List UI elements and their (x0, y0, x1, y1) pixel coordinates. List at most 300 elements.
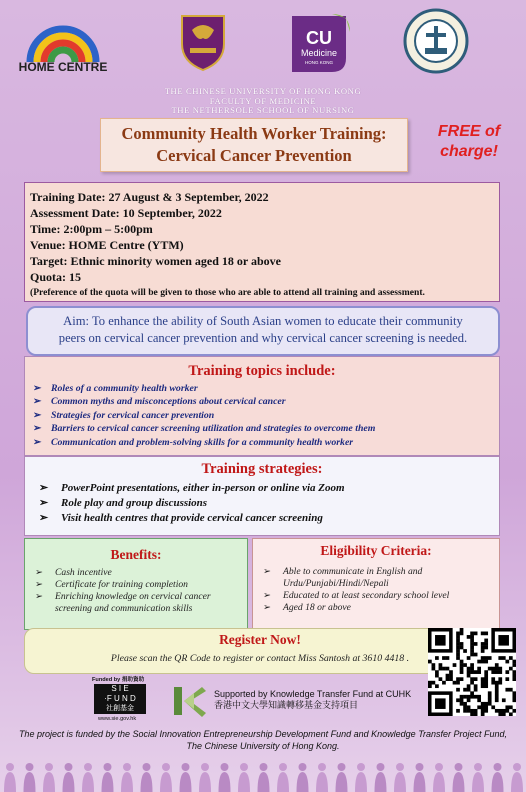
qr-module (484, 646, 488, 650)
eligibility-text: Able to communicate in English and Urdu/Punjabi/Hindi/Nepali (283, 566, 423, 589)
qr-module (502, 698, 506, 702)
funding-footer (0, 728, 526, 752)
people-silhouettes-decoration (0, 760, 526, 792)
benefits-list (25, 567, 247, 615)
person-silhouette-icon (316, 763, 328, 792)
qr-module (463, 663, 467, 667)
qr-module (470, 646, 474, 650)
qr-module (460, 646, 464, 650)
arrow-bullet-icon: ➢ (263, 566, 272, 577)
qr-module (449, 670, 453, 674)
qr-module (484, 684, 488, 688)
qr-module (470, 635, 474, 639)
list-item (25, 496, 499, 511)
person-silhouette-icon (511, 763, 523, 792)
person-silhouette-icon (453, 763, 465, 792)
list-item (25, 481, 499, 496)
qr-module (460, 660, 464, 664)
arrow-bullet-icon: ➢ (33, 423, 42, 435)
institution-lines (0, 87, 526, 116)
qr-module (481, 684, 485, 688)
qr-module (470, 709, 474, 713)
qr-module (463, 705, 467, 709)
qr-module (435, 656, 439, 660)
qr-module (512, 670, 516, 674)
list-item (253, 602, 499, 614)
qr-module (477, 660, 481, 664)
qr-module (460, 698, 464, 702)
qr-module (505, 677, 509, 681)
qr-module (474, 670, 478, 674)
eligibility-list (253, 566, 499, 614)
qr-module (477, 670, 481, 674)
strategy-text: Visit health centres that provide cervical cancer screening (61, 512, 323, 524)
qr-module (446, 674, 450, 678)
qr-module (488, 667, 492, 671)
qr-finder-pattern (498, 635, 509, 646)
qr-module (502, 656, 506, 660)
qr-module (477, 695, 481, 699)
list-item (253, 590, 499, 602)
person-silhouette-icon (433, 763, 445, 792)
qr-module (470, 632, 474, 636)
qr-module (502, 709, 506, 713)
list-item (25, 409, 499, 422)
nethersole-seal-icon (403, 8, 469, 74)
person-silhouette-icon (63, 763, 75, 792)
training-topics-list (25, 382, 499, 449)
qr-module (442, 681, 446, 685)
qr-module (460, 628, 464, 632)
qr-module (463, 709, 467, 713)
qr-module (474, 653, 478, 657)
qr-module (470, 670, 474, 674)
qr-module (467, 667, 471, 671)
qr-module (470, 642, 474, 646)
qr-module (446, 667, 450, 671)
qr-module (467, 635, 471, 639)
cuhk-crest-icon (178, 12, 228, 72)
qr-module (488, 656, 492, 660)
qr-module (460, 667, 464, 671)
qr-module (505, 660, 509, 664)
qr-module (481, 632, 485, 636)
qr-module (512, 674, 516, 678)
qr-module (491, 670, 495, 674)
target: Target: Ethnic minority women aged 18 or above (30, 254, 281, 268)
qr-module (498, 712, 502, 716)
qr-module (474, 709, 478, 713)
qr-module (488, 702, 492, 706)
institution-line: THE CHINESE UNIVERSITY OF HONG KONG (164, 86, 362, 96)
qr-module (505, 709, 509, 713)
person-silhouette-icon (219, 763, 231, 792)
person-silhouette-icon (4, 763, 16, 792)
sie-fund-logo (94, 684, 146, 714)
qr-module (442, 656, 446, 660)
free-line-1: FREE of (437, 123, 501, 140)
list-item (25, 567, 247, 579)
qr-module (456, 653, 460, 657)
register-heading: Register Now! (219, 632, 301, 647)
quota: Quota: 15 (30, 270, 81, 284)
arrow-bullet-icon: ➢ (35, 567, 44, 578)
kt-fund-logo-icon (172, 683, 208, 719)
arrow-bullet-icon: ➢ (33, 396, 42, 408)
qr-module (467, 674, 471, 678)
qr-module (474, 688, 478, 692)
qr-module (498, 681, 502, 685)
eligibility-box (252, 538, 500, 630)
qr-module (467, 670, 471, 674)
qr-module (467, 656, 471, 660)
person-silhouette-icon (141, 763, 153, 792)
list-item (253, 566, 499, 590)
funded-by-label: Funded by 捐助資助 (92, 677, 145, 683)
person-silhouette-icon (180, 763, 192, 792)
register-box (24, 628, 496, 674)
person-silhouette-icon (394, 763, 406, 792)
qr-module (435, 674, 439, 678)
qr-module (463, 702, 467, 706)
qr-module (474, 712, 478, 716)
qr-module (470, 639, 474, 643)
venue: Venue: HOME Centre (YTM) (30, 238, 184, 252)
qr-module (495, 670, 499, 674)
eligibility-text: Educated to at least secondary school level (283, 590, 450, 601)
arrow-bullet-icon: ➢ (39, 512, 49, 524)
qr-module (477, 705, 481, 709)
qr-module (491, 667, 495, 671)
qr-module (495, 691, 499, 695)
qr-module (435, 684, 439, 688)
qr-module (484, 702, 488, 706)
qr-module (512, 663, 516, 667)
arrow-bullet-icon: ➢ (33, 383, 42, 394)
qr-module (470, 663, 474, 667)
sie-logo-line-2: ·F U N D (104, 694, 136, 703)
sie-url: www.sie.gov.hk (98, 716, 137, 722)
qr-module (442, 667, 446, 671)
qr-module (481, 709, 485, 713)
qr-module (498, 656, 502, 660)
qr-module (495, 695, 499, 699)
qr-module (467, 698, 471, 702)
qr-module (484, 674, 488, 678)
arrow-bullet-icon: ➢ (35, 591, 44, 602)
topic-text: Strategies for cervical cancer prevention (51, 409, 215, 421)
arrow-bullet-icon: ➢ (39, 497, 49, 509)
arrow-bullet-icon: ➢ (39, 482, 49, 494)
qr-module (467, 688, 471, 692)
qr-module (446, 656, 450, 660)
kt-fund-text (214, 689, 411, 711)
arrow-bullet-icon: ➢ (33, 409, 42, 421)
kt-line-2: 香港中文大學知識轉移基金支持項目 (214, 700, 359, 710)
qr-module (470, 653, 474, 657)
qr-module (495, 698, 499, 702)
person-silhouette-icon (375, 763, 387, 792)
qr-module (463, 649, 467, 653)
qr-module (484, 670, 488, 674)
free-line-2: charge! (440, 143, 498, 160)
qr-module (509, 688, 513, 692)
kt-line-1: Supported by Knowledge Transfer Fund at CUHK (214, 689, 412, 699)
qr-finder-pattern (435, 635, 446, 646)
qr-module (512, 695, 516, 699)
topic-text: Barriers to cervical cancer screening utilization and strategies to overcome them (51, 423, 376, 435)
qr-module (460, 670, 464, 674)
qr-module (484, 677, 488, 681)
qr-module (491, 677, 495, 681)
qr-module (474, 684, 478, 688)
qr-module (463, 688, 467, 692)
training-strategies-heading: Training strategies: (201, 461, 323, 477)
qr-module (484, 709, 488, 713)
qr-module (484, 705, 488, 709)
qr-module (505, 688, 509, 692)
training-topics-box (24, 356, 500, 456)
qr-module (470, 691, 474, 695)
person-silhouette-icon (414, 763, 426, 792)
qr-module (509, 705, 513, 709)
qr-module (474, 677, 478, 681)
qr-module (481, 677, 485, 681)
list-item (25, 382, 499, 395)
qr-module (439, 667, 443, 671)
qr-module (439, 663, 443, 667)
qr-module (449, 677, 453, 681)
qr-module (477, 698, 481, 702)
person-silhouette-icon (492, 763, 504, 792)
person-silhouette-icon (297, 763, 309, 792)
qr-module (512, 677, 516, 681)
eligibility-heading: Eligibility Criteria: (320, 543, 432, 558)
qr-module (484, 632, 488, 636)
person-silhouette-icon (121, 763, 133, 792)
qr-module (456, 677, 460, 681)
qr-module (512, 691, 516, 695)
qr-module (484, 639, 488, 643)
person-silhouette-icon (160, 763, 172, 792)
aim-line-2: peers on cervical cancer prevention and why cervical cancer screening is needed. (58, 331, 468, 345)
benefits-heading: Benefits: (110, 547, 162, 562)
qr-module (498, 670, 502, 674)
title-box (100, 118, 408, 172)
qr-module (495, 681, 499, 685)
qr-module (484, 656, 488, 660)
qr-module (491, 681, 495, 685)
institution-line: FACULTY OF MEDICINE (209, 95, 317, 106)
sie-logo-line-1: S I E (111, 684, 129, 693)
eligibility-text: Aged 18 or above (283, 602, 351, 613)
qr-module (456, 656, 460, 660)
qr-module (488, 691, 492, 695)
qr-module (428, 660, 432, 664)
qr-module (505, 670, 509, 674)
qr-module (449, 674, 453, 678)
qr-finder-pattern (435, 698, 446, 709)
title-line-2: Cervical Cancer Prevention (156, 146, 352, 165)
qr-module (467, 705, 471, 709)
sie-logo-chinese: 社創基金 (106, 705, 134, 712)
person-silhouette-icon (82, 763, 94, 792)
qr-module (484, 660, 488, 664)
institution-line: THE NETHERSOLE SCHOOL OF NURSING (171, 105, 355, 116)
qr-module (481, 681, 485, 685)
register-instructions: Please scan the QR Code to register or contact Miss Santosh at 3610 4418 . (110, 653, 410, 664)
footer-line-1: The project is funded by the Social Innovation Entrepreneurship Development Fund and Knowledge Transfer Project Fund, (18, 729, 508, 739)
qr-module (484, 681, 488, 685)
qr-module (470, 681, 474, 685)
qr-module (481, 656, 485, 660)
qr-module (428, 684, 432, 688)
cu-logo-medicine: Medicine (300, 48, 338, 58)
topic-text: Communication and problem-solving skills for a community health worker (51, 436, 354, 448)
qr-module (509, 656, 513, 660)
qr-module (495, 709, 499, 713)
qr-module (491, 705, 495, 709)
qr-module (456, 709, 460, 713)
qr-module (488, 695, 492, 699)
qr-module (495, 663, 499, 667)
assessment-date: Assessment Date: 10 September, 2022 (30, 206, 222, 220)
qr-module (509, 712, 513, 716)
person-silhouette-icon (355, 763, 367, 792)
qr-module (456, 681, 460, 685)
qr-module (488, 698, 492, 702)
qr-module (446, 677, 450, 681)
qr-module (432, 681, 436, 685)
strategy-text: PowerPoint presentations, either in-person or online via Zoom (61, 482, 345, 494)
qr-module (470, 677, 474, 681)
qr-module (456, 632, 460, 636)
qr-module (456, 639, 460, 643)
arrow-bullet-icon: ➢ (35, 579, 44, 590)
person-silhouette-icon (258, 763, 270, 792)
qr-module (512, 698, 516, 702)
qr-module (502, 712, 506, 716)
list-item (25, 395, 499, 408)
qr-module (456, 649, 460, 653)
qr-module (509, 667, 513, 671)
person-silhouette-icon (43, 763, 55, 792)
qr-module (498, 709, 502, 713)
qr-module (481, 705, 485, 709)
topic-text: Common myths and misconceptions about cervical cancer (51, 396, 286, 408)
free-of-charge-label (418, 122, 520, 162)
training-strategies-box (24, 456, 500, 536)
qr-module (512, 660, 516, 664)
qr-module (460, 642, 464, 646)
qr-module (453, 663, 457, 667)
training-strategies-list (25, 481, 499, 526)
list-item (25, 511, 499, 526)
arrow-bullet-icon: ➢ (263, 590, 272, 601)
qr-module (456, 698, 460, 702)
qr-module (470, 695, 474, 699)
benefits-box (24, 538, 248, 630)
benefit-text: Cash incentive (55, 567, 112, 578)
cu-medicine-logo-icon (286, 10, 352, 76)
training-details-box (24, 182, 500, 302)
person-silhouette-icon (238, 763, 250, 792)
list-item (25, 579, 247, 591)
quota-preference-note: (Preference of the quota will be given to those who are able to attend all training and assessment. (30, 287, 425, 298)
benefit-text: Certificate for training completion (55, 579, 188, 590)
home-centre-text: HOME CENTRE (18, 60, 108, 74)
qr-module (481, 642, 485, 646)
person-silhouette-icon (199, 763, 211, 792)
qr-module (467, 709, 471, 713)
cu-logo-text: CU (306, 28, 332, 48)
qr-module (484, 642, 488, 646)
qr-module (435, 670, 439, 674)
list-item (25, 436, 499, 449)
person-silhouette-icon (102, 763, 114, 792)
arrow-bullet-icon: ➢ (263, 602, 272, 613)
qr-module (463, 695, 467, 699)
list-item (25, 422, 499, 435)
qr-module (456, 646, 460, 650)
qr-module (460, 632, 464, 636)
qr-module (474, 632, 478, 636)
training-topics-heading: Training topics include: (188, 363, 336, 379)
strategy-text: Role play and group discussions (61, 497, 208, 509)
qr-module (512, 709, 516, 713)
qr-module (495, 667, 499, 671)
registration-qr-code[interactable] (428, 628, 516, 716)
qr-module (505, 705, 509, 709)
qr-module (460, 702, 464, 706)
qr-module (456, 635, 460, 639)
topic-text: Roles of a community health worker (51, 383, 198, 394)
title-line-1: Community Health Worker Training: (121, 124, 387, 143)
qr-module (481, 712, 485, 716)
list-item (25, 591, 247, 615)
qr-module (467, 684, 471, 688)
cu-logo-hongkong: HONG KONG (304, 60, 334, 65)
arrow-bullet-icon: ➢ (33, 436, 42, 448)
qr-module (495, 688, 499, 692)
qr-module (460, 663, 464, 667)
qr-module (467, 695, 471, 699)
qr-module (432, 663, 436, 667)
qr-module (481, 660, 485, 664)
qr-module (470, 649, 474, 653)
qr-module (470, 667, 474, 671)
qr-module (495, 684, 499, 688)
qr-module (456, 688, 460, 692)
qr-module (432, 667, 436, 671)
qr-module (474, 642, 478, 646)
qr-module (498, 667, 502, 671)
qr-module (481, 702, 485, 706)
aim-box (26, 306, 500, 356)
qr-module (460, 695, 464, 699)
training-date: Training Date: 27 August & 3 September, 2022 (30, 190, 269, 204)
qr-module (477, 667, 481, 671)
qr-module (439, 677, 443, 681)
qr-module (474, 695, 478, 699)
qr-module (481, 646, 485, 650)
person-silhouette-icon (277, 763, 289, 792)
qr-module (460, 677, 464, 681)
qr-module (498, 677, 502, 681)
person-silhouette-icon (336, 763, 348, 792)
footer-line-2: The Chinese University of Hong Kong. (186, 741, 340, 751)
qr-module (481, 649, 485, 653)
